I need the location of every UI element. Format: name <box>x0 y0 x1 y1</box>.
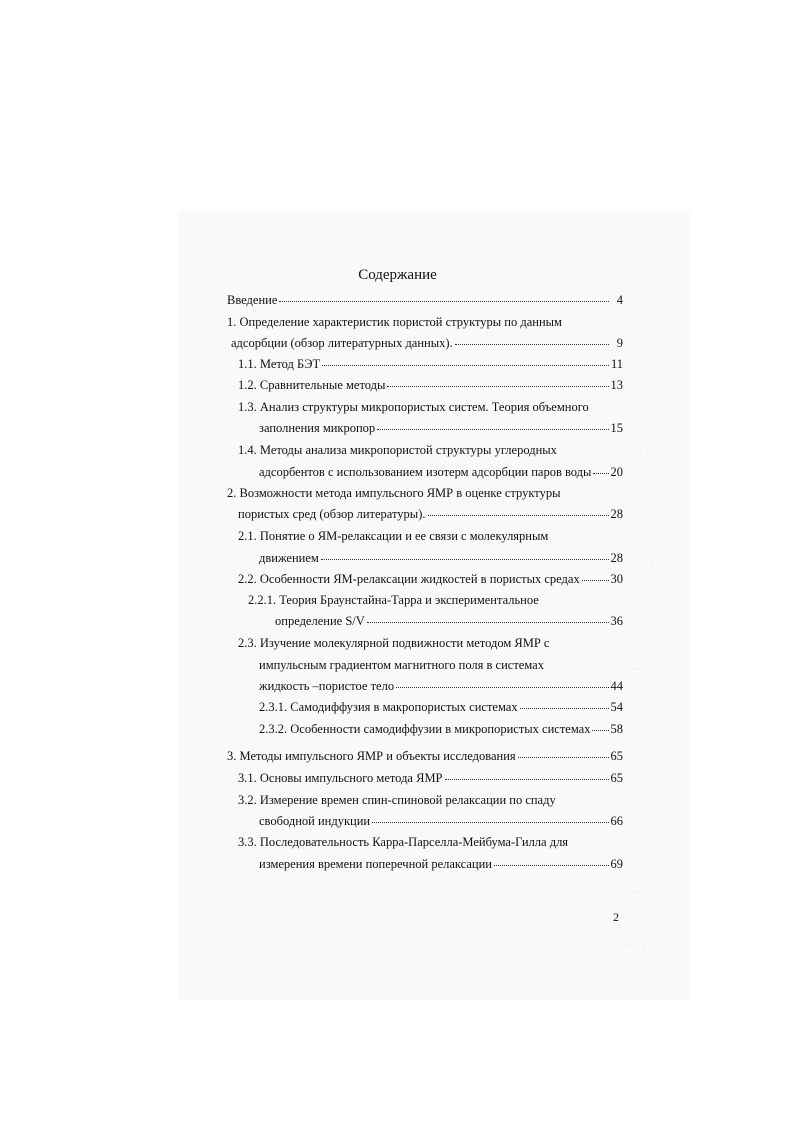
toc-entry-ch1-line1[interactable]: 1. Определение характеристик пористой структуры по данным <box>227 315 562 329</box>
toc-entry-2-2-1[interactable]: определение S/V 36 <box>275 614 623 628</box>
toc-entry-ch2[interactable]: пористых сред (обзор литературы). 28 <box>238 507 623 521</box>
page-number: 2 <box>613 910 619 924</box>
scan-speck: · ·· · <box>628 888 649 897</box>
scan-speck: · ·· · <box>630 228 651 237</box>
toc-entry-1-2[interactable]: 1.2. Сравнительные методы 13 <box>238 378 623 392</box>
toc-entry-1-4-line1[interactable]: 1.4. Методы анализа микропористой структуры углеродных <box>238 443 557 457</box>
toc-entry-ch3[interactable]: 3. Методы импульсного ЯМР и объекты исследования 65 <box>227 749 623 763</box>
toc-entry-2-3-line1[interactable]: 2.3. Изучение молекулярной подвижности методом ЯМР с <box>238 636 550 650</box>
toc-entry-3-3[interactable]: измерения времени поперечной релаксации 69 <box>259 857 623 871</box>
toc-entry-3-3-line1[interactable]: 3.3. Последовательность Карра-Парселла-Мейбума-Гилла для <box>238 835 569 849</box>
toc-entry-1-3[interactable]: заполнения микропор 15 <box>259 421 623 435</box>
toc-entry-2-3-line2[interactable]: импульсным градиентом магнитного поля в системах <box>259 658 544 672</box>
toc-entry-2-1-line1[interactable]: 2.1. Понятие о ЯМ-релаксации и ее связи с молекулярным <box>238 529 549 543</box>
toc-entry-2-3-2[interactable]: 2.3.2. Особенности самодиффузии в микропористых системах 58 <box>259 722 623 736</box>
toc-entry-3-2-line1[interactable]: 3.2. Измерение времен спин-спиновой релаксации по спаду <box>238 793 556 807</box>
toc-entry-2-3[interactable]: жидкость –пористое тело 44 <box>259 679 623 693</box>
scan-speck: · · <box>636 340 647 349</box>
toc-entry-2-2-1-line1[interactable]: 2.2.1. Теория Браунстайна-Тарра и экспериментальное <box>248 593 539 607</box>
toc-entry-intro[interactable]: Введение 4 <box>227 293 623 307</box>
scan-speck: · · <box>644 558 655 567</box>
toc-entry-2-2[interactable]: 2.2. Особенности ЯМ-релаксации жидкостей в пористых средах 30 <box>238 572 623 586</box>
scan-speck: · · <box>636 780 647 789</box>
scan-speck: ·· · · <box>630 505 651 514</box>
scan-speck: · ·· · <box>628 665 649 674</box>
scan-speck: ·· · · <box>626 942 647 951</box>
toc-entry-1-4[interactable]: адсорбентов с использованием изотерм адсорбции паров воды 20 <box>259 465 623 479</box>
toc-entry-3-1[interactable]: 3.1. Основы импульсного метода ЯМР 65 <box>238 771 623 785</box>
toc-entry-2-3-1[interactable]: 2.3.1. Самодиффузия в макропористых системах 54 <box>259 700 623 714</box>
toc-entry-ch1[interactable]: адсорбции (обзор литературных данных). 9 <box>231 336 623 350</box>
scan-speck: · ·· · <box>628 396 649 405</box>
toc-title: Содержание <box>358 267 437 283</box>
toc-entry-1-1[interactable]: 1.1. Метод БЭТ 11 <box>238 357 623 371</box>
toc-entry-3-2[interactable]: свободной индукции 66 <box>259 814 623 828</box>
toc-entry-2-1[interactable]: движением 28 <box>259 551 623 565</box>
toc-entry-1-3-line1[interactable]: 1.3. Анализ структуры микропористых систем. Теория объемного <box>238 400 589 414</box>
scan-speck: · · <box>640 447 651 456</box>
toc-entry-ch2-line1[interactable]: 2. Возможности метода импульсного ЯМР в оценке структуры <box>227 486 561 500</box>
